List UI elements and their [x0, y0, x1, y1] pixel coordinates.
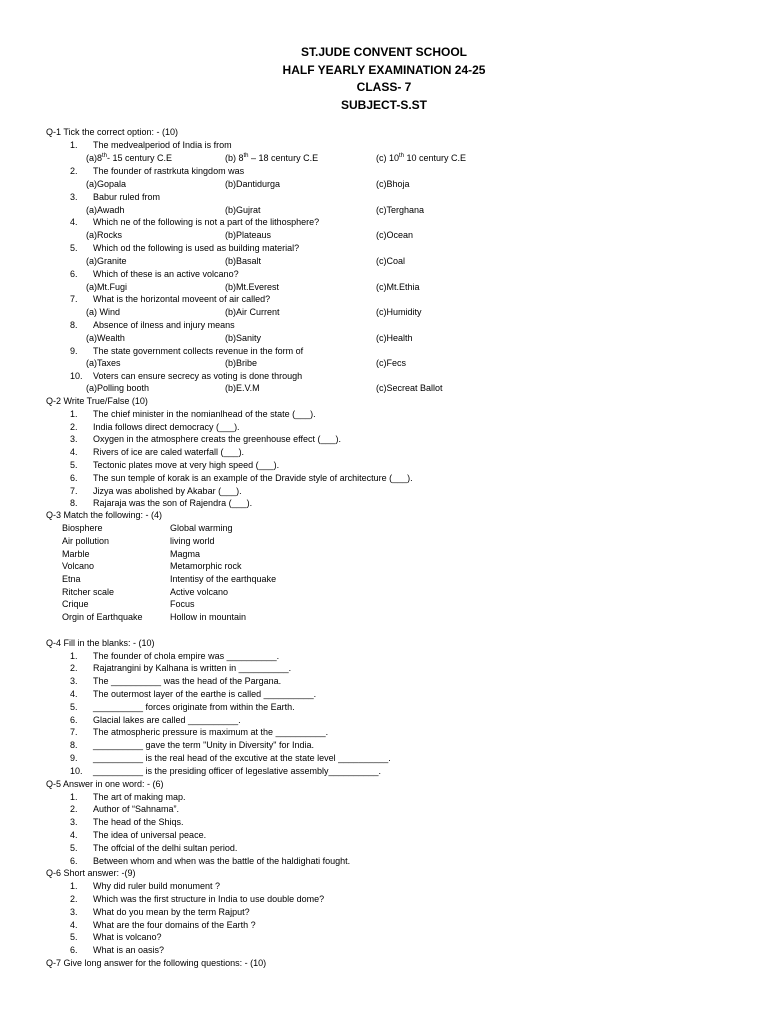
q4-item-number: 5. — [70, 702, 78, 712]
q6-item-number: 4. — [70, 920, 78, 930]
q1-option-c: (c)Terghana — [376, 205, 425, 215]
q2-item-text: Rajaraja was the son of Rajendra (___). — [93, 498, 253, 508]
q4-item-number: 10. — [70, 766, 83, 776]
q1-option-c: (c)Secreat Ballot — [376, 383, 443, 393]
q2-item-number: 8. — [70, 498, 78, 508]
match-left-item: Ritcher scale — [62, 587, 115, 597]
match-right-item: Hollow in mountain — [170, 612, 247, 622]
match-left-item: Orgin of Earthquake — [62, 612, 143, 622]
q1-option-b: (b)Basalt — [225, 256, 262, 266]
q1-option-b: (b)Gujrat — [225, 205, 261, 215]
q2-item-text: Rivers of ice are caled waterfall (___). — [93, 447, 245, 457]
q1-option-b: (b)Dantidurga — [225, 179, 281, 189]
exam-title: HALF YEARLY EXAMINATION 24-25 — [282, 63, 486, 77]
q5-item-text: Author of “Sahnama”. — [93, 804, 180, 814]
q4-item-text: __________ gave the term "Unity in Diversity" for India. — [93, 740, 315, 750]
match-left-item: Air pollution — [62, 536, 110, 546]
match-right-item: Intentisy of the earthquake — [170, 574, 277, 584]
q6-item-number: 6. — [70, 945, 78, 955]
q1-item-text: Which ne of the following is not a part of the lithosphere? — [93, 217, 320, 227]
school-name: ST.JUDE CONVENT SCHOOL — [300, 45, 468, 59]
q6-item-number: 2. — [70, 894, 78, 904]
q1-option-a: (a)Polling booth — [86, 383, 150, 393]
q6-item-text: What do you mean by the term Rajput? — [93, 907, 250, 917]
q2-item-text: Oxygen in the atmosphere creats the greenhouse effect (___). — [93, 434, 341, 444]
q4-item-text: __________ is the presiding officer of legeslative assembly__________. — [93, 766, 382, 776]
q6-item-text: What are the four domains of the Earth ? — [93, 920, 256, 930]
q4-heading: Q-4 Fill in the blanks: - (10) — [46, 638, 155, 648]
q6-item-text: Why did ruler build monument ? — [93, 881, 221, 891]
match-right-item: Magma — [170, 549, 201, 559]
q1-option-a: (a)Mt.Fugi — [86, 282, 128, 292]
q5-item-number: 2. — [70, 804, 78, 814]
q6-item-text: What is an oasis? — [93, 945, 165, 955]
q1-option-a: (a)Granite — [86, 256, 127, 266]
match-right-item: Metamorphic rock — [170, 561, 242, 571]
q4-item-number: 1. — [70, 651, 78, 661]
q2-item-text: The sun temple of korak is an example of the Dravide style of architecture (___). — [93, 473, 413, 483]
q5-heading: Q-5 Answer in one word: - (6) — [46, 779, 164, 789]
q2-item-number: 5. — [70, 460, 78, 470]
q1-option-c: (c)Mt.Ethia — [376, 282, 420, 292]
q1-item-text: Voters can ensure secrecy as voting is done through — [93, 371, 303, 381]
q1-item-number: 8. — [70, 320, 78, 330]
q4-item-number: 2. — [70, 663, 78, 673]
q1-item-number: 10. — [70, 371, 83, 381]
q1-option-a: (a)Wealth — [86, 333, 125, 343]
q4-item-number: 9. — [70, 753, 78, 763]
q4-item-number: 8. — [70, 740, 78, 750]
q1-option-b: (b)Sanity — [225, 333, 262, 343]
q7-heading: Q-7 Give long answer for the following questions: - (10) — [46, 958, 267, 968]
q2-item-text: India follows direct democracy (___). — [93, 422, 240, 432]
q1-option-b: (b)Plateaus — [225, 230, 272, 240]
q5-item-number: 4. — [70, 830, 78, 840]
match-left-item: Etna — [62, 574, 81, 584]
q1-item-number: 5. — [70, 243, 78, 253]
q2-item-text: Jizya was abolished by Akabar (___). — [93, 486, 242, 496]
q2-item-number: 1. — [70, 409, 78, 419]
q4-item-text: __________ forces originate from within the Earth. — [93, 702, 295, 712]
q1-option-c: (c)Bhoja — [376, 179, 410, 189]
q2-item-text: The chief minister in the nomianlhead of the state (___). — [93, 409, 316, 419]
q1-option-c: (c)Health — [376, 333, 413, 343]
q4-item-text: Rajatrangini by Kalhana is written in __________. — [93, 663, 292, 673]
q1-option-c: (c)Fecs — [376, 358, 406, 368]
q1-item-number: 7. — [70, 294, 78, 304]
q6-item-number: 5. — [70, 932, 78, 942]
match-right-item: Active volcano — [170, 587, 229, 597]
q6-item-number: 3. — [70, 907, 78, 917]
q1-item-number: 6. — [70, 269, 78, 279]
q4-item-text: __________ is the real head of the excutive at the state level __________. — [93, 753, 391, 763]
q1-item-number: 4. — [70, 217, 78, 227]
q1-item-text: What is the horizontal moveent of air called? — [93, 294, 271, 304]
q1-item-number: 9. — [70, 346, 78, 356]
q4-item-text: Glacial lakes are called __________. — [93, 715, 241, 725]
q1-option-a: (a)Gopala — [86, 179, 127, 189]
q2-item-number: 3. — [70, 434, 78, 444]
q1-item-text: Absence of ilness and injury means — [93, 320, 235, 330]
q4-item-number: 7. — [70, 727, 78, 737]
q2-item-number: 7. — [70, 486, 78, 496]
q5-item-text: The offcial of the delhi sultan period. — [93, 843, 238, 853]
q6-item-text: What is volcano? — [93, 932, 162, 942]
match-left-item: Biosphere — [62, 523, 103, 533]
q2-item-number: 4. — [70, 447, 78, 457]
q3-heading: Q-3 Match the following: - (4) — [46, 510, 163, 520]
q2-heading: Q-2 Write True/False (10) — [46, 396, 148, 406]
q1-item-text: The state government collects revenue in the form of — [93, 346, 304, 356]
q1-item-text: The medvealperiod of India is from — [93, 140, 232, 150]
q1-option-a: (a)Awadh — [86, 205, 125, 215]
q1-option-b: (b)Mt.Everest — [225, 282, 280, 292]
q2-item-number: 6. — [70, 473, 78, 483]
q5-item-text: The idea of universal peace. — [93, 830, 207, 840]
q1-option-c: (c) 10th 10 century C.E — [376, 153, 467, 163]
q1-option-a: (a)8th- 15 century C.E — [86, 153, 173, 163]
q6-item-text: Which was the first structure in India to use double dome? — [93, 894, 325, 904]
q4-item-number: 3. — [70, 676, 78, 686]
q5-item-number: 5. — [70, 843, 78, 853]
q4-item-number: 4. — [70, 689, 78, 699]
q1-option-b: (b) 8th – 18 century C.E — [225, 153, 319, 163]
q2-item-text: Tectonic plates move at very high speed (___). — [93, 460, 280, 470]
q6-heading: Q-6 Short answer: -(9) — [46, 868, 136, 878]
match-left-item: Marble — [62, 549, 90, 559]
match-right-item: Focus — [170, 599, 195, 609]
q4-item-text: The outermost layer of the earthe is called __________. — [93, 689, 317, 699]
q1-option-b: (b)Bribe — [225, 358, 258, 368]
q1-item-number: 3. — [70, 192, 78, 202]
q1-item-number: 2. — [70, 166, 78, 176]
q6-item-number: 1. — [70, 881, 78, 891]
q1-option-a: (a)Rocks — [86, 230, 123, 240]
q1-heading: Q-1 Tick the correct option: - (10) — [46, 127, 179, 137]
subject-label: SUBJECT-S.ST — [340, 98, 427, 112]
q1-option-a: (a) Wind — [86, 307, 121, 317]
match-right-item: living world — [170, 536, 215, 546]
q2-item-number: 2. — [70, 422, 78, 432]
q5-item-number: 3. — [70, 817, 78, 827]
q4-item-text: The __________ was the head of the Pargana. — [93, 676, 282, 686]
q1-option-b: (b)Air Current — [225, 307, 280, 317]
q5-item-text: Between whom and when was the battle of the haldighati fought. — [93, 856, 351, 866]
q1-item-text: Babur ruled from — [93, 192, 161, 202]
q5-item-number: 1. — [70, 792, 78, 802]
q1-option-c: (c)Humidity — [376, 307, 422, 317]
q4-item-text: The atmospheric pressure is maximum at the __________. — [93, 727, 329, 737]
q1-item-text: Which od the following is used as building material? — [93, 243, 300, 253]
match-left-item: Crique — [62, 599, 89, 609]
q1-option-c: (c)Ocean — [376, 230, 414, 240]
match-left-item: Volcano — [62, 561, 95, 571]
q1-option-c: (c)Coal — [376, 256, 406, 266]
q1-item-text: Which of these is an active volcano? — [93, 269, 239, 279]
q1-option-b: (b)E.V.M — [225, 383, 260, 393]
q1-option-a: (a)Taxes — [86, 358, 121, 368]
match-right-item: Global warming — [170, 523, 233, 533]
q5-item-number: 6. — [70, 856, 78, 866]
q4-item-number: 6. — [70, 715, 78, 725]
q5-item-text: The art of making map. — [93, 792, 186, 802]
q1-item-text: The founder of rastrkuta kingdom was — [93, 166, 245, 176]
class-label: CLASS- 7 — [356, 80, 412, 94]
q1-item-number: 1. — [70, 140, 78, 150]
q4-item-text: The founder of chola empire was __________. — [93, 651, 280, 661]
q5-item-text: The head of the Shiqs. — [93, 817, 184, 827]
